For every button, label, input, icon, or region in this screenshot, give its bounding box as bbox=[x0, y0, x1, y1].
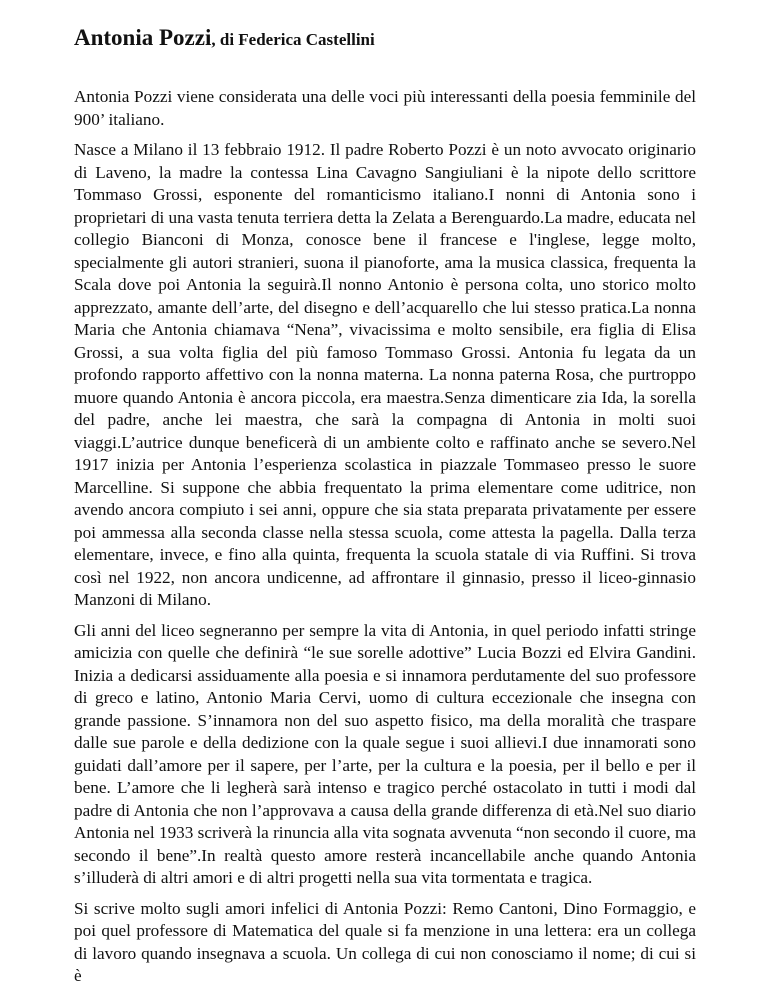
title-main: Antonia Pozzi bbox=[74, 25, 212, 50]
paragraph-intro: Antonia Pozzi viene considerata una delle voci più interessanti della poesia femminile del 900’ italiano. bbox=[74, 87, 696, 129]
document-title bbox=[74, 16, 375, 53]
paragraph-amori: Si scrive molto sugli amori infelici di Antonia Pozzi: Remo Cantoni, Dino Formaggio, e poi quel professore di Matematica del quale si fa menzione in una lettera: era un collega di lavoro quando insegnava a scuola. Un collega di cui non conosciamo il nome; di cui si è bbox=[74, 898, 696, 985]
title-author: , di Federica Castellini bbox=[211, 30, 375, 49]
paragraph-childhood: Nasce a Milano il 13 febbraio 1912. Il padre Roberto Pozzi è un noto avvocato originario di Laveno, la madre la contessa Lina Cavagno Sangiuliani è la nipote dello scrittore Tommaso Grossi, esponente del romanticismo italiano.I nonni di Antonia sono i proprietari di una vasta tenuta terriera detta la Zelata a Berenguardo.La madre, educata nel collegio Bianconi di Monza, conosce bene il francese e l'inglese, legge molto, specialmente gli autori stranieri, suona il pianoforte, ama la musica classica, frequenta la Scala dove poi Antonia la seguirà.Il nonno Antonio è persona colta, uno storico molto apprezzato, amante dell’arte, del disegno e dell’acquarello che lui stesso pratica.La nonna Maria che Antonia chiamava “Nena”, vivacissima e molto sensibile, era figlia di Elisa Grossi, a sua volta figlia del più famoso Tommaso Grossi. Antonia fu legata da un profondo rapporto affettivo con la nonna materna. La nonna paterna Rosa, che purtroppo muore quando Antonia è ancora piccola, era maestra.Senza dimenticare zia Ida, la sorella del padre, anche lei maestra, che sarà la compagna di Antonia in molti suoi viaggi.L’autrice dunque beneficerà di un ambiente colto e raffinato anche se severo.Nel 1917 inizia per Antonia l’esperienza scolastica in piazzale Tommaseo presso le suore Marcelline. Si suppone che abbia frequentato la prima elementare come uditrice, non avendo ancora compiuto i sei anni, oppure che sia stata preparata privatamente per essere poi ammessa alla seconda classe nella stessa scuola, come attesta la pagella. Dalla terza elementare, invece, e fino alla quinta, frequenta la scuola statale di via Ruffini. Si trova così nel 1922, non ancora undicenne, ad affrontare il ginnasio, presso il liceo-ginnasio Manzoni di Milano. bbox=[74, 140, 696, 609]
paragraph-liceo: Gli anni del liceo segneranno per sempre la vita di Antonia, in quel periodo infatti stringe amicizia con quelle che definirà “le sue sorelle adottive” Lucia Bozzi ed Elvira Gandini. Inizia a dedicarsi assiduamente alla poesia e si innamora perdutamente del suo professore di greco e latino, Antonio Maria Cervi, uomo di cultura eccezionale che insegna con grande passione. S’innamora non del suo aspetto fisico, ma della moralità che traspare dalle sue parole e della dedizione con la quale segue i suoi allievi.I due innamorati sono guidati dall’amore per il sapere, per l’arte, per la cultura e la poesia, per il bello e per il bene. L’amore che li legherà sarà intenso e tragico perché ostacolato in tutti i modi dal padre di Antonia che non l’approvava a causa della grande differenza di età.Nel suo diario Antonia nel 1933 scriverà la rinuncia alla vita sognata avvenuta “non secondo il cuore, ma secondo il bene”.In realtà questo amore resterà incancellabile anche quando Antonia s’illuderà di altri amori e di altri progetti nella sua vita tormentata e tragica. bbox=[74, 620, 696, 887]
document-body bbox=[74, 86, 696, 996]
